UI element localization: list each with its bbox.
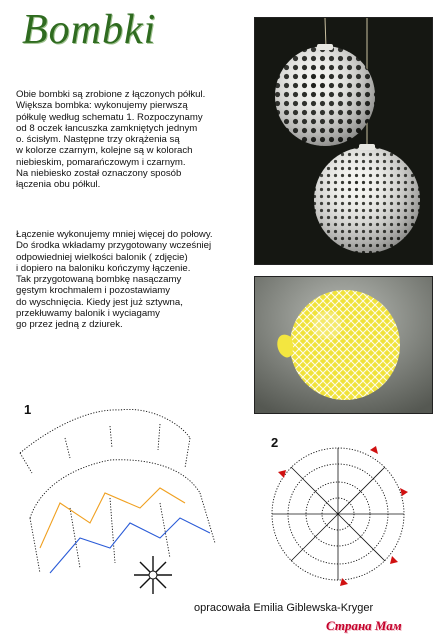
text-line: gęstym krochmalem i pozostawiamy — [16, 285, 171, 297]
crochet-diagram-2 — [258, 432, 418, 592]
text-line: Do środka wkładamy przygotowany wcześniej — [16, 240, 212, 252]
balloon-photo — [254, 276, 433, 414]
page-title: Bombki — [22, 7, 157, 53]
text-line: Większa bombka: wykonujemy pierwszą — [16, 100, 188, 112]
text-line: Tak przygotowaną bombkę nasączamy — [16, 274, 182, 286]
instructions-paragraph-1 — [16, 89, 248, 191]
author-credit: opracowała Emilia Giblewska-Kryger — [194, 602, 374, 614]
baubles-illustration — [255, 18, 432, 264]
balloon-illustration — [255, 277, 432, 413]
text-line: przekłuwamy balonik i wyciagamy — [16, 308, 160, 320]
text-line: o. ścisłym. Następne trzy okrążenia są — [16, 134, 180, 146]
crochet-diagram-1 — [10, 398, 230, 603]
text-line: go przez jedną z dziurek. — [16, 319, 123, 331]
text-line: w kolorze czarnym, kolejne są w kolorach — [16, 145, 193, 157]
text-line: od 8 oczek łancuszka zamkniętych jednym — [16, 122, 198, 134]
text-line: Na niebiesko został oznaczony sposób — [16, 168, 182, 180]
text-line: niebieskim, pomarańczowym i czarnym. — [16, 156, 186, 168]
text-line: półkulę według schematu 1. Rozpoczynamy — [16, 111, 203, 123]
instructions-paragraph-2 — [16, 229, 248, 331]
text-line: odpowiedniej wielkości balonik ( zdjęcie) — [16, 251, 188, 263]
text-line: Łączenie wykonujemy mniej więcej do połowy. — [16, 229, 213, 240]
diagram-2-label: 2 — [271, 435, 279, 450]
site-watermark: Страна Мам — [326, 618, 402, 633]
text-line: Obie bombki są zrobione z łączonych półkul. — [16, 89, 206, 100]
text-line: łączenia obu półkul. — [16, 179, 101, 191]
text-line: do wyschnięcia. Kiedy jest już sztywna, — [16, 296, 183, 308]
text-line: i dopiero na baloniku kończymy łączenie. — [16, 262, 191, 274]
diagram-1-label: 1 — [24, 402, 32, 417]
baubles-photo — [254, 17, 433, 265]
